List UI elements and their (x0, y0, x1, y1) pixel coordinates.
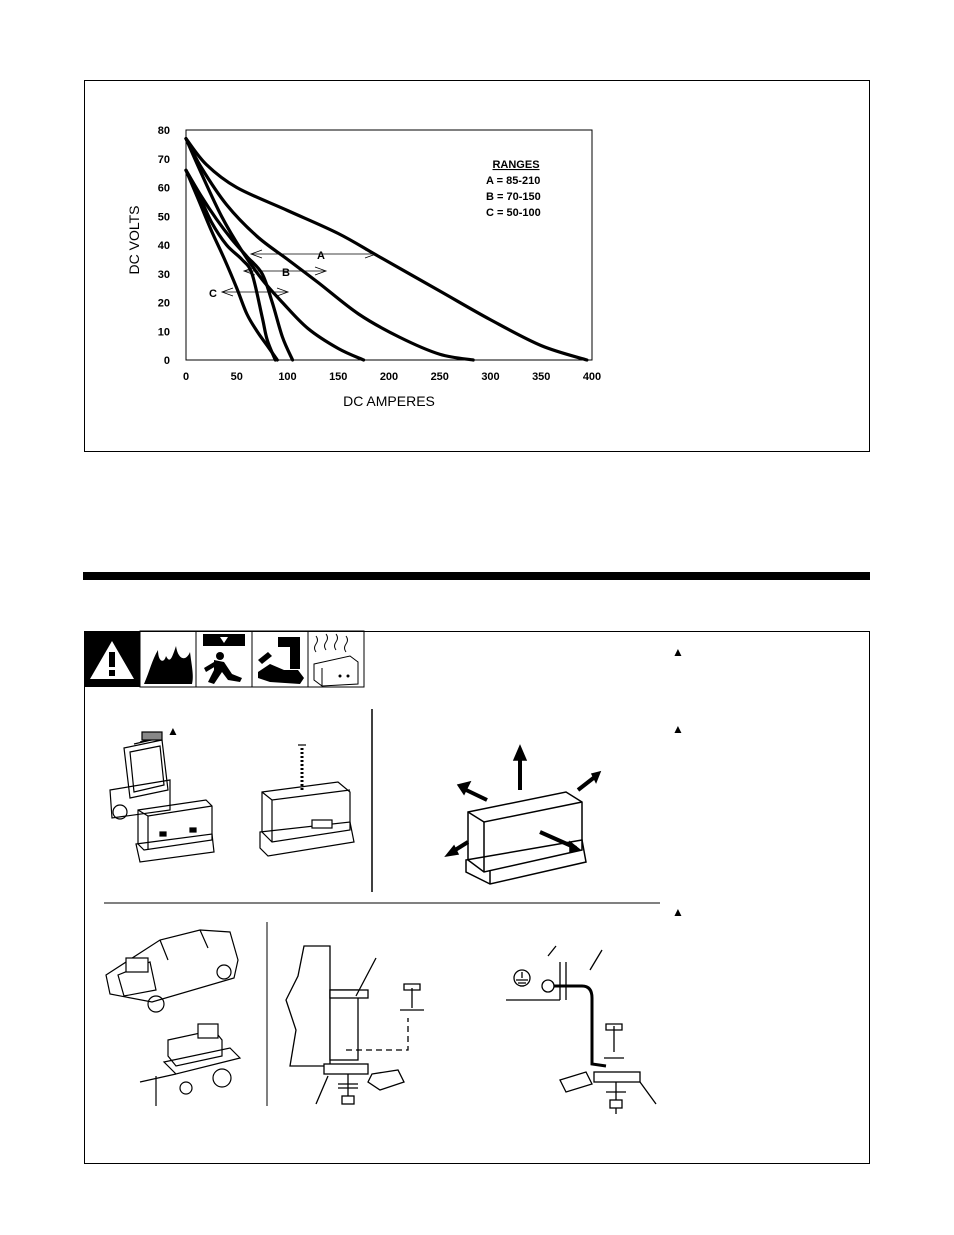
y-tick-label: 40 (157, 240, 170, 252)
crush-hazard-icon (258, 637, 304, 684)
warning-marker-2: ▲ (672, 722, 684, 736)
lift-directions-illustration (446, 746, 600, 884)
pickup-truck-illustration (106, 930, 238, 1012)
warning-marker-3: ▲ (672, 905, 684, 919)
x-tick-label: 150 (329, 371, 348, 383)
trailer-illustration (140, 1024, 240, 1106)
hot-parts-icon (314, 634, 358, 686)
y-tick-label: 20 (157, 297, 170, 310)
x-tick-label: 100 (278, 371, 297, 383)
fire-icon (144, 646, 193, 684)
legend-item-c: C = 50-100 (486, 207, 541, 219)
legend-item-b: B = 70-150 (486, 191, 541, 203)
warning-marker-4: ▲ (167, 724, 179, 738)
y-tick-label: 0 (163, 355, 170, 367)
y-tick-label: 10 (157, 326, 170, 339)
x-axis-title: DC AMPERES (343, 393, 435, 409)
x-tick-label: 400 (582, 371, 602, 383)
hazard-icon-strip (84, 631, 364, 687)
grounding-detail-illustration (506, 946, 656, 1114)
hoist-illustration (260, 745, 354, 856)
falling-equipment-icon (203, 634, 245, 684)
range-label-a: A (317, 250, 325, 262)
legend-title: RANGES (492, 159, 540, 171)
y-axis-title: DC VOLTS (126, 205, 142, 275)
range-label-c: C (209, 288, 217, 300)
x-tick-label: 300 (481, 371, 500, 383)
y-tick-label: 30 (157, 268, 170, 281)
forklift-illustration (110, 732, 214, 862)
y-tick-label: 60 (157, 182, 170, 195)
warning-marker-1: ▲ (672, 645, 684, 659)
x-tick-label: 50 (230, 371, 243, 383)
x-tick-label: 250 (430, 371, 449, 383)
x-tick-label: 200 (379, 371, 399, 383)
x-tick-label: 0 (182, 371, 190, 383)
x-tick-label: 350 (532, 371, 551, 383)
y-tick-label: 80 (157, 125, 170, 137)
mounting-detail-illustration (286, 946, 424, 1104)
y-tick-label: 70 (157, 153, 170, 166)
legend-item-a: A = 85-210 (486, 175, 541, 187)
y-tick-label: 50 (157, 211, 170, 224)
range-label-b: B (282, 267, 290, 279)
